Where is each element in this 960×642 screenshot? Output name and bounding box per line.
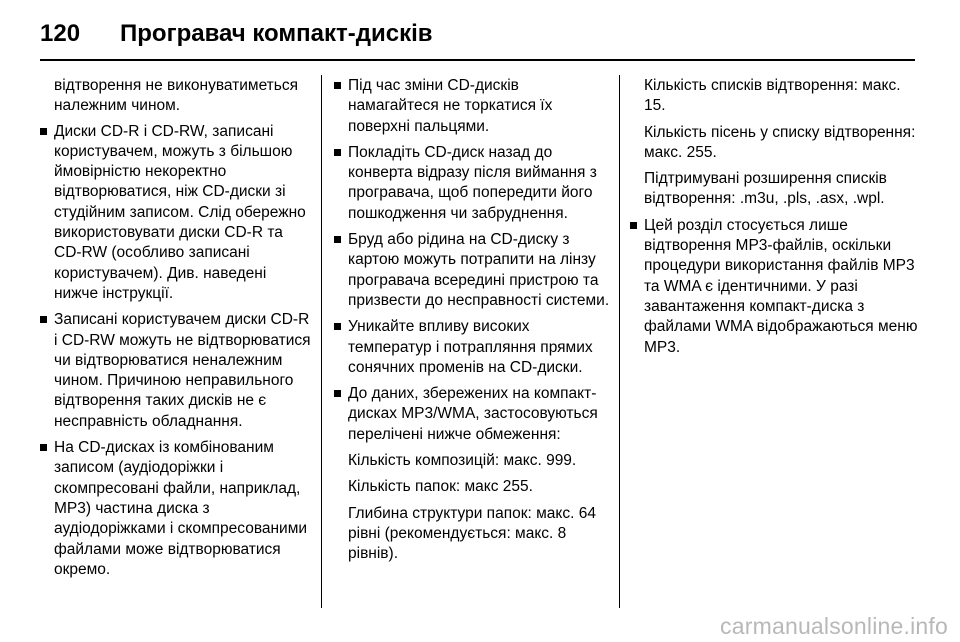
list-item	[334, 230, 612, 311]
column-3	[630, 76, 920, 364]
bullet-square-icon	[40, 316, 47, 323]
limit-item: Кількість папок: макс 255.	[348, 478, 533, 496]
list-item	[334, 143, 612, 224]
list-item-text: Бруд або рідина на CD-диску з картою можуть потрапити на лінзу програвача всередині пристрою та призвести до несправності системи.	[348, 231, 610, 309]
list-item-text: Уникайте впливу високих температур і потрапляння прямих сонячних променів на CD-диски.	[348, 318, 593, 376]
list-item-text: Під час зміни CD-дисків намагайтеся не торкатися їх поверхні пальцями.	[348, 77, 553, 135]
list-item-text: Записані користувачем диски CD-R і CD-RW можуть не відтворюватися чи відтворюватися неналежним чином. Причиною неправильного відтворення таких дисків не є несправність обладнання.	[54, 311, 311, 430]
list-item	[40, 310, 312, 432]
bullet-square-icon	[630, 222, 637, 229]
bullet-square-icon	[334, 236, 341, 243]
list-item	[40, 122, 312, 305]
column-divider-2	[619, 75, 620, 608]
list-item-text: Диски CD-R і CD-RW, записані користувачем, можуть з більшою ймовірністю некоректно відтворюватися, ніж CD-диски зі студійним записом. Слід обережно використовувати диски CD-R та CD-RW (особливо записані користувачем). Див. наведені нижче інструкції.	[54, 122, 306, 302]
page-title: Програвач компакт-дисків	[120, 20, 433, 47]
limit-item: Кількість пісень у списку відтворення: макс. 255.	[644, 123, 916, 161]
bullet-square-icon	[334, 390, 341, 397]
list-item	[40, 438, 312, 580]
list-item-text: Покладіть CD-диск назад до конверта відразу після виймання з програвача, щоб попередити його пошкодження чи забруднення.	[348, 143, 597, 222]
watermark: carmanualsonline.info	[720, 613, 948, 639]
limit-item: Кількість списків відтворення: макс. 15.	[644, 77, 901, 115]
list-item-text: До даних, збережених на компакт-дисках MP3/WMA, застосовуються перелічені нижче обмеження:	[348, 385, 598, 443]
bullet-square-icon	[40, 128, 47, 135]
bullet-square-icon	[334, 323, 341, 330]
column-divider-1	[321, 75, 322, 608]
list-item-text: Цей розділ стосується лише відтворення MP3-файлів, оскільки процедури використання файлів MP3 та WMA є ідентичними. У разі завантаження компакт-диска з файлами WMA відображаються меню MP3.	[644, 216, 918, 356]
list-item	[630, 216, 920, 358]
limit-item: Глибина структури папок: макс. 64 рівні (рекомендується: макс. 8 рівнів).	[348, 504, 596, 563]
bullet-square-icon	[40, 444, 47, 451]
bullet-square-icon	[334, 149, 341, 156]
limit-item: Кількість композицій: макс. 999.	[348, 452, 577, 470]
bullet-square-icon	[334, 82, 341, 89]
list-item	[334, 384, 612, 445]
limit-item: Підтримувані розширення списків відтворення: .m3u, .pls, .asx, .wpl.	[644, 170, 887, 208]
list-item	[334, 317, 612, 378]
header-rule	[40, 59, 915, 61]
column-2	[334, 76, 612, 571]
page-header	[40, 14, 433, 54]
column-1	[40, 76, 312, 586]
continuation-text: відтворення не виконуватиметься належним чином.	[54, 77, 299, 115]
list-item	[334, 76, 612, 137]
list-item-text: На CD-дисках із комбінованим записом (аудіодоріжки і скомпресовані файли, наприклад, MP3) частина диска з аудіодоріжками і скомпресованими файлами може відтворюватися окремо.	[54, 439, 308, 578]
page-number: 120	[40, 20, 81, 47]
